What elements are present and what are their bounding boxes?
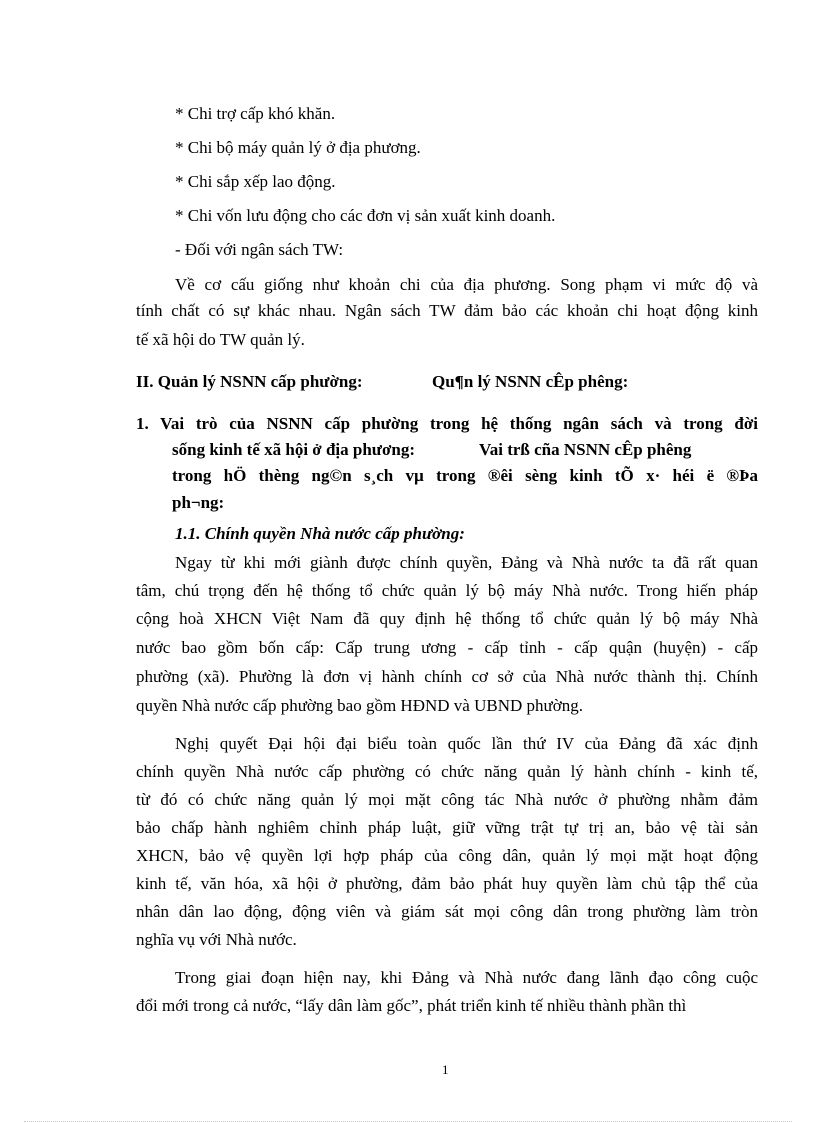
bullet-item: * Chi bộ máy quản lý ở địa phương.	[175, 138, 421, 157]
subsection-title-garbled: Vai trß cña NSNN cÊp phêng	[479, 440, 692, 459]
paragraph-line: phường (xã). Phường là đơn vị hành chính cơ sở của Nhà nước thành thị. Chính	[136, 667, 758, 686]
paragraph-line: XHCN, bảo vệ quyền lợi hợp pháp của công dân, quản lý mọi mặt hoạt động	[136, 846, 758, 865]
section-title: II. Quản lý NSNN cấp phường:	[136, 372, 363, 391]
bullet-item: * Chi trợ cấp khó khăn.	[175, 104, 336, 123]
paragraph-line: Trong giai đoạn hiện nay, khi Đảng và Nhà nước đang lãnh đạo công cuộc	[175, 968, 758, 987]
paragraph-line: đổi mới trong cả nước, “lấy dân làm gốc”, phát triển kinh tế nhiều thành phần thì	[136, 996, 687, 1015]
subsubsection-title: 1.1. Chính quyền Nhà nước cấp phường:	[175, 524, 465, 543]
paragraph-line: bảo chấp hành nghiêm chỉnh pháp luật, giữ vững trật tự trị an, bảo vệ tài sản	[136, 818, 758, 837]
paragraph-line: nước bao gồm bốn cấp: Cấp trung ương - cấp tỉnh - cấp quận (huyện) - cấp	[136, 638, 758, 657]
bullet-item: * Chi sắp xếp lao động.	[175, 172, 336, 191]
paragraph-line: tâm, chú trọng đến hệ thống tổ chức quản lý bộ máy Nhà nước. Trong hiến pháp	[136, 581, 758, 600]
paragraph-line: tính chất có sự khác nhau. Ngân sách TW đảm bảo các khoản chi hoạt động kinh	[136, 301, 758, 320]
page-bottom-divider	[24, 1121, 792, 1122]
section-title-garbled: Qu¶n lý NSNN cÊp phêng:	[432, 372, 629, 391]
central-budget-heading: - Đối với ngân sách TW:	[175, 240, 344, 259]
bullet-item: * Chi vốn lưu động cho các đơn vị sản xuất kinh doanh.	[175, 206, 556, 225]
paragraph-line: Về cơ cấu giống như khoản chi của địa phương. Song phạm vi mức độ và	[175, 275, 758, 294]
paragraph-line: chính quyền Nhà nước cấp phường có chức năng quản lý hành chính - kinh tế,	[136, 762, 758, 781]
paragraph-line: tế xã hội do TW quản lý.	[136, 330, 305, 349]
paragraph-line: nhân dân lao động, động viên và giám sát mọi công dân trong phường làm tròn	[136, 902, 758, 921]
subsection-title: trong hÖ thèng ng©n s¸ch vµ trong ®êi sèng kinh tÕ x· héi ë ®Þa	[172, 466, 758, 485]
paragraph-line: kinh tế, văn hóa, xã hội ở phường, đảm bảo phát huy quyền làm chủ tập thể của	[136, 874, 758, 893]
paragraph-line: quyền Nhà nước cấp phường bao gồm HĐND và UBND phường.	[136, 696, 583, 715]
paragraph-line: Nghị quyết Đại hội đại biểu toàn quốc lần thứ IV của Đảng đã xác định	[175, 734, 758, 753]
subsection-title: 1. Vai trò của NSNN cấp phường trong hệ thống ngân sách và trong đời	[136, 414, 758, 433]
paragraph-line: cộng hoà XHCN Việt Nam đã quy định hệ thống tổ chức quản lý bộ máy Nhà	[136, 609, 758, 628]
paragraph-line: từ đó có chức năng quản lý mọi mặt công tác Nhà nước ở phường nhằm đảm	[136, 790, 758, 809]
paragraph-line: nghĩa vụ với Nhà nước.	[136, 930, 297, 949]
paragraph-line: Ngay từ khi mới giành được chính quyền, Đảng và Nhà nước ta đã rất quan	[175, 553, 758, 572]
subsection-title: ph¬ng:	[172, 493, 225, 512]
page-number: 1	[442, 1062, 449, 1077]
subsection-title: sống kinh tế xã hội ở địa phương:	[172, 440, 416, 459]
